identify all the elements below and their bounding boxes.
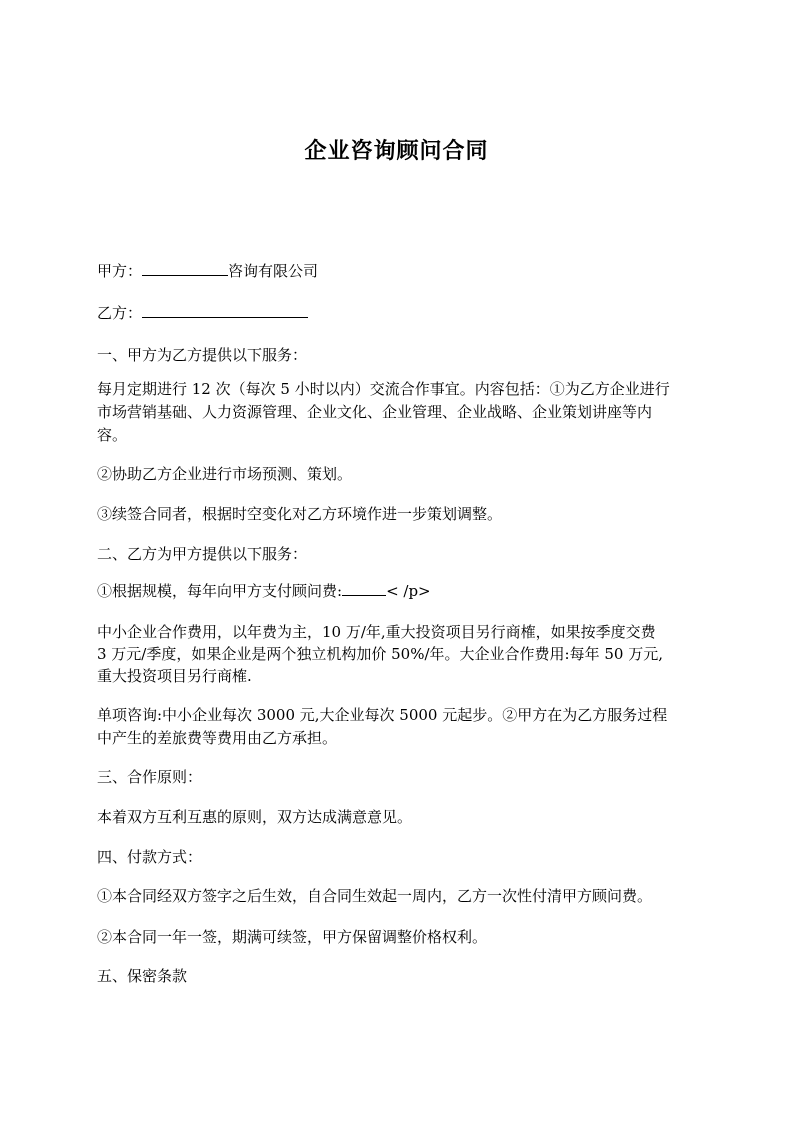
page-title: 企业咨询顾问合同 [304, 139, 489, 164]
section-4-item-2: ②本合同一年一签，期满可续签，甲方保留调整价格权利。 [97, 928, 488, 946]
single-consult-line-1: 单项咨询:中小企业每次 3000 元,大企业每次 5000 元起步。②甲方在为乙方服务过程 [97, 706, 668, 724]
section-4-heading: 四、付款方式： [97, 848, 203, 866]
section-4-item-1: ①本合同经双方签字之后生效，自合同生效起一周内，乙方一次性付清甲方顾问费。 [97, 887, 653, 905]
section-1-para-1-line-1: 每月定期进行 12 次（每次 5 小时以内）交流合作事宜。内容包括：①为乙方企业进行 [97, 380, 670, 398]
consulting-fee-blank [342, 580, 386, 596]
single-consult-line-2: 中产生的差旅费等费用由乙方承担。 [97, 729, 338, 747]
fee-para-line-3: 重大投资项目另行商榷. [97, 667, 252, 685]
section-1-para-1-line-3: 容。 [97, 426, 128, 444]
section-2-heading: 二、乙方为甲方提供以下服务： [97, 545, 308, 563]
section-1-item-2: ②协助乙方企业进行市场预测、策划。 [97, 465, 353, 483]
section-1-item-3: ③续签合同者，根据时空变化对乙方环境作进一步策划调整。 [97, 505, 503, 523]
section-3-text: 本着双方互利互惠的原则，双方达成满意意见。 [97, 808, 413, 826]
party-a-line [97, 260, 709, 282]
section-2-item-1 [97, 580, 709, 602]
fee-para-line-1: 中小企业合作费用，以年费为主，10 万/年,重大投资项目另行商榷，如果按季度交费 [97, 623, 656, 641]
section-1-para-1-line-2: 市场营销基础、人力资源管理、企业文化、企业管理、企业战略、企业策划讲座等内 [97, 403, 653, 421]
party-b-line [97, 302, 709, 324]
section-2-item-1-prefix: ①根据规模，每年向甲方支付顾问费: [97, 582, 343, 600]
party-b-label: 乙方： [97, 304, 143, 322]
fee-para-line-2: 3 万元/季度，如果企业是两个独立机构加价 50%/年。大企业合作费用:每年 50 万元, [97, 645, 663, 663]
section-2-item-1-suffix: < /p> [386, 582, 431, 600]
party-a-name-blank [142, 260, 228, 276]
party-a-suffix: 咨询有限公司 [228, 262, 319, 280]
section-3-heading: 三、合作原则： [97, 768, 203, 786]
party-a-label: 甲方： [97, 262, 143, 280]
section-1-heading: 一、甲方为乙方提供以下服务： [97, 346, 308, 364]
section-5-heading: 五、保密条款 [97, 967, 188, 985]
party-b-name-blank [142, 302, 308, 318]
